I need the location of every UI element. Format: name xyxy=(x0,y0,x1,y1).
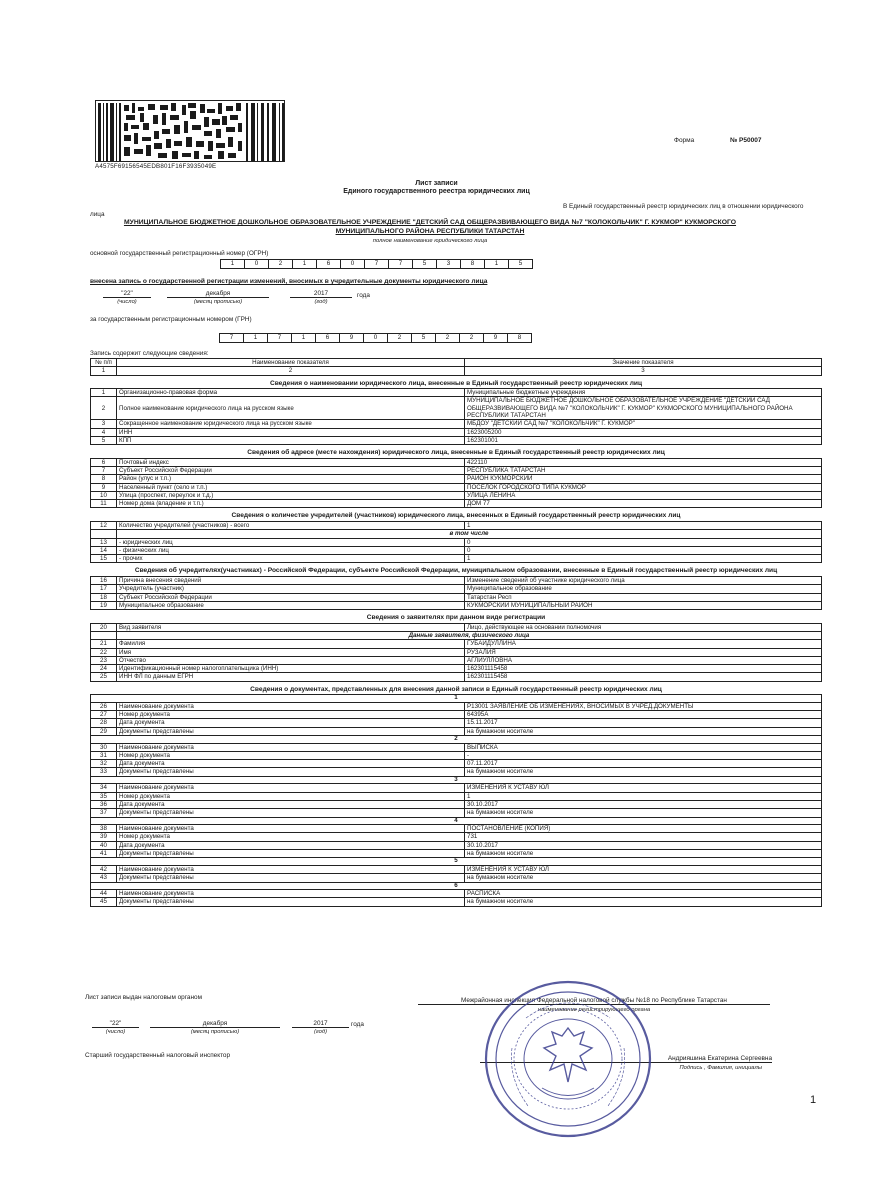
issue-day-caption: (число) xyxy=(105,1029,126,1035)
row-number: 25 xyxy=(91,673,117,681)
table-row xyxy=(91,521,822,529)
row-value: - xyxy=(465,751,822,759)
row-value: 07.11.2017 xyxy=(465,760,822,768)
authority-name: Межрайонная инспекция Федеральной налоговой службы №18 по Республике Татарстан xyxy=(418,997,770,1005)
index-cell: 1 xyxy=(91,367,117,375)
section-heading: Сведения об учредителях(участниках) - Российской Федерации, субъекте Российской Федерации, муниципальном образовании, внесенные в Единый государственный реестр юридических лиц xyxy=(134,567,778,575)
row-indicator: Документы представлены xyxy=(117,898,465,906)
table-row xyxy=(91,576,822,584)
row-value: АГЛИУЛЛОВНА xyxy=(465,656,822,664)
signature-caption: Подпись , Фамилия, инициалы xyxy=(679,1065,762,1071)
table-index-row xyxy=(91,367,822,375)
entity-caption: полное наименование юридического лица xyxy=(372,238,488,244)
row-indicator: Муниципальное образование xyxy=(117,601,465,609)
row-indicator: Учредитель (участник) xyxy=(117,585,465,593)
row-number xyxy=(91,631,117,639)
form-label: Форма xyxy=(674,137,695,144)
row-value: на бумажном носителе xyxy=(465,874,822,882)
row-number: 30 xyxy=(91,743,117,751)
row-number: 35 xyxy=(91,792,117,800)
entity-prefix: лица xyxy=(90,211,105,218)
index-cell: 2 xyxy=(117,367,465,375)
row-value: МБДОУ "ДЕТСКИЙ САД №7 "КОЛОКОЛЬЧИК" Г. КУКМОР" xyxy=(465,420,822,428)
table-row xyxy=(91,656,822,664)
table-row xyxy=(91,673,822,681)
applicant-data-label: Данные заявителя, физического лица xyxy=(117,631,822,639)
table-row xyxy=(91,800,822,808)
section-heading: Сведения о наименовании юридического лица, внесенные в Единый государственный реестр юридических лиц xyxy=(269,379,643,387)
grn-label: за государственным регистрационным номером (ГРН) xyxy=(90,316,252,323)
records-table xyxy=(90,358,822,907)
row-number: 7 xyxy=(91,466,117,474)
row-value: РАСПИСКА xyxy=(465,890,822,898)
document-group-number: 2 xyxy=(91,735,822,743)
barcode-pattern xyxy=(96,101,285,162)
table-row xyxy=(91,874,822,882)
grn-digit: 6 xyxy=(315,333,340,343)
section-heading-row xyxy=(91,681,822,695)
barcode xyxy=(95,100,285,162)
row-value: 64395А xyxy=(465,711,822,719)
row-number: 32 xyxy=(91,760,117,768)
row-number: 5 xyxy=(91,436,117,444)
row-value: 731 xyxy=(465,833,822,841)
table-row xyxy=(91,458,822,466)
year-caption: (год) xyxy=(314,299,328,305)
ogrn-digit: 1 xyxy=(220,259,245,269)
subheading-row xyxy=(91,631,822,639)
row-number: 6 xyxy=(91,458,117,466)
table-row xyxy=(91,389,822,397)
row-number: 19 xyxy=(91,601,117,609)
entry-date-month: декабря xyxy=(167,290,269,298)
row-value: ИЗМЕНЕНИЯ К УСТАВУ ЮЛ xyxy=(465,865,822,873)
row-indicator: Дата документа xyxy=(117,719,465,727)
table-row xyxy=(91,466,822,474)
row-indicator: КПП xyxy=(117,436,465,444)
grn-digit: 5 xyxy=(411,333,436,343)
inspector-title: Старший государственный налоговый инспектор xyxy=(85,1052,231,1059)
issue-year-caption: (год) xyxy=(313,1029,328,1035)
row-number: 13 xyxy=(91,538,117,546)
grn-digit: 9 xyxy=(483,333,508,343)
row-value: УЛИЦА ЛЕНИНА xyxy=(465,491,822,499)
inspector-name: Андрияшина Екатерина Сергеевна xyxy=(480,1055,772,1063)
table-row xyxy=(91,623,822,631)
table-row xyxy=(91,865,822,873)
ogrn-digit: 5 xyxy=(508,259,533,269)
row-number: 41 xyxy=(91,850,117,858)
row-value: КУКМОРСКИЙ МУНИЦИПАЛЬНЫЙ РАЙОН xyxy=(465,601,822,609)
row-number: 23 xyxy=(91,656,117,664)
row-value: ГУБАЙДУЛЛИНА xyxy=(465,640,822,648)
issued-label: Лист записи выдан налоговым органом xyxy=(85,994,202,1001)
row-indicator: Документы представлены xyxy=(117,768,465,776)
row-indicator: Номер документа xyxy=(117,751,465,759)
row-number: 39 xyxy=(91,833,117,841)
row-value: 162301115458 xyxy=(465,673,822,681)
row-value: на бумажном носителе xyxy=(465,809,822,817)
row-number: 10 xyxy=(91,491,117,499)
row-indicator: Наименование документа xyxy=(117,865,465,873)
row-number: 9 xyxy=(91,483,117,491)
document-group-row xyxy=(91,735,822,743)
row-value: 1 xyxy=(465,792,822,800)
row-indicator: Наименование документа xyxy=(117,702,465,710)
row-value: Муниципальное образование xyxy=(465,585,822,593)
row-number: 22 xyxy=(91,648,117,656)
table-row xyxy=(91,751,822,759)
document-group-row xyxy=(91,858,822,866)
row-indicator: Вид заявителя xyxy=(117,623,465,631)
table-row xyxy=(91,593,822,601)
table-row xyxy=(91,760,822,768)
row-indicator: Улица (проспект, переулок и т.д.) xyxy=(117,491,465,499)
document-group-row xyxy=(91,817,822,825)
row-indicator: Субъект Российской Федерации xyxy=(117,466,465,474)
document-group-number: 4 xyxy=(91,817,822,825)
row-indicator: Дата документа xyxy=(117,800,465,808)
row-number: 45 xyxy=(91,898,117,906)
ogrn-digit: 1 xyxy=(292,259,317,269)
row-indicator: Дата документа xyxy=(117,760,465,768)
row-number: 44 xyxy=(91,890,117,898)
table-row xyxy=(91,792,822,800)
table-row xyxy=(91,475,822,483)
section-heading: Сведения об адресе (месте нахождения) юридического лица, внесенные в Единый государственный реестр юридических лиц xyxy=(247,449,665,457)
intro-text: В Единый государственный реестр юридических лиц в отношении юридического xyxy=(563,203,804,210)
document-group-row xyxy=(91,882,822,890)
row-indicator: Дата документа xyxy=(117,841,465,849)
row-value: РУЗАЛИЯ xyxy=(465,648,822,656)
entity-name-line2: МУНИЦИПАЛЬНОГО РАЙОНА РЕСПУБЛИКИ ТАТАРСТАН xyxy=(335,228,525,235)
col-value-header: Значение показателя xyxy=(465,359,822,367)
table-row xyxy=(91,665,822,673)
contains-label: Запись содержит следующие сведения: xyxy=(90,350,209,357)
row-number: 8 xyxy=(91,475,117,483)
row-value: на бумажном носителе xyxy=(465,898,822,906)
row-value: 0 xyxy=(465,538,822,546)
row-number: 28 xyxy=(91,719,117,727)
seal-graphic xyxy=(482,978,654,1140)
row-indicator: Документы представлены xyxy=(117,727,465,735)
row-value: 30.10.2017 xyxy=(465,800,822,808)
row-indicator: Наименование документа xyxy=(117,784,465,792)
month-caption: (месяц прописью) xyxy=(193,299,243,305)
ogrn-cells xyxy=(221,259,533,269)
row-number: 11 xyxy=(91,500,117,508)
row-value: ПОСТАНОВЛЕНИЕ (КОПИЯ) xyxy=(465,825,822,833)
entity-name-line1: МУНИЦИПАЛЬНОЕ БЮДЖЕТНОЕ ДОШКОЛЬНОЕ ОБРАЗОВАТЕЛЬНОЕ УЧРЕЖДЕНИЕ "ДЕТСКИЙ САД ОБЩЕРАЗВИВАЮЩЕГО ВИДА №7 "КОЛОКОЛЬЧИК" Г. КУКМОР" КУКМОРСКОГО xyxy=(123,219,737,226)
issue-month-caption: (месяц прописью) xyxy=(190,1029,240,1035)
row-indicator: Номер документа xyxy=(117,792,465,800)
row-value: 1623005200 xyxy=(465,428,822,436)
row-number: 26 xyxy=(91,702,117,710)
row-value: Лицо, действующее на основании полномочия xyxy=(465,623,822,631)
grn-digit: 9 xyxy=(339,333,364,343)
row-indicator: - юридических лиц xyxy=(117,538,465,546)
row-value: РАЙОН КУКМОРСКИЙ xyxy=(465,475,822,483)
row-number: 12 xyxy=(91,521,117,529)
row-number: 16 xyxy=(91,576,117,584)
row-indicator: - физических лиц xyxy=(117,546,465,554)
form-number: № Р50007 xyxy=(730,137,762,144)
entry-date-year: 2017 xyxy=(290,290,352,298)
row-value: ИЗМЕНЕНИЯ К УСТАВУ ЮЛ xyxy=(465,784,822,792)
table-row xyxy=(91,546,822,554)
row-value: на бумажном носителе xyxy=(465,850,822,858)
table-row xyxy=(91,601,822,609)
row-number: 1 xyxy=(91,389,117,397)
grn-digit: 2 xyxy=(459,333,484,343)
table-row xyxy=(91,500,822,508)
row-indicator: Имя xyxy=(117,648,465,656)
row-number: 2 xyxy=(91,397,117,420)
section-heading-row xyxy=(91,445,822,459)
entry-date-day: "22" xyxy=(103,290,151,298)
document-group-row xyxy=(91,776,822,784)
row-number: 20 xyxy=(91,623,117,631)
row-indicator: Номер документа xyxy=(117,833,465,841)
row-number: 42 xyxy=(91,865,117,873)
table-row xyxy=(91,397,822,420)
row-indicator: Номер дома (владение и т.п.) xyxy=(117,500,465,508)
ogrn-label: основной государственный регистрационный номер (ОГРН) xyxy=(90,250,269,257)
row-number: 3 xyxy=(91,420,117,428)
document-group-number: 6 xyxy=(91,882,822,890)
table-row xyxy=(91,719,822,727)
row-indicator: Организационно-правовая форма xyxy=(117,389,465,397)
grn-digit: 1 xyxy=(243,333,268,343)
row-number: 31 xyxy=(91,751,117,759)
row-indicator: ИНН xyxy=(117,428,465,436)
in-that-number-label: в том числе xyxy=(117,530,822,538)
row-value: на бумажном носителе xyxy=(465,768,822,776)
grn-digit: 0 xyxy=(363,333,388,343)
row-value: РЕСПУБЛИКА ТАТАРСТАН xyxy=(465,466,822,474)
grn-digit: 1 xyxy=(291,333,316,343)
row-indicator: Фамилия xyxy=(117,640,465,648)
row-indicator: Населенный пункт (село и т.п.) xyxy=(117,483,465,491)
table-row xyxy=(91,555,822,563)
row-indicator: Документы представлены xyxy=(117,850,465,858)
issue-date-month: декабря xyxy=(150,1020,280,1028)
page-number: 1 xyxy=(810,1094,817,1106)
row-indicator: Наименование документа xyxy=(117,743,465,751)
row-value: Р13001 ЗАЯВЛЕНИЕ ОБ ИЗМЕНЕНИЯХ, ВНОСИМЫХ В УЧРЕД.ДОКУМЕНТЫ xyxy=(465,702,822,710)
document-group-number: 1 xyxy=(91,695,822,703)
grn-digit: 7 xyxy=(267,333,292,343)
row-number: 33 xyxy=(91,768,117,776)
row-indicator: Количество учредителей (участников) - всего xyxy=(117,521,465,529)
row-value: ДОМ 77 xyxy=(465,500,822,508)
grn-digit: 8 xyxy=(507,333,532,343)
row-indicator: Полное наименование юридического лица на русском языке xyxy=(117,397,465,420)
row-value: Изменение сведений об участнике юридического лица xyxy=(465,576,822,584)
grn-cells xyxy=(220,333,532,343)
section-heading-row xyxy=(91,610,822,624)
row-indicator: Почтовый индекс xyxy=(117,458,465,466)
table-row xyxy=(91,491,822,499)
row-number: 18 xyxy=(91,593,117,601)
subheading-row xyxy=(91,530,822,538)
day-caption: (число) xyxy=(117,299,137,305)
table-row xyxy=(91,420,822,428)
ogrn-digit: 2 xyxy=(268,259,293,269)
table-row xyxy=(91,538,822,546)
section-heading: Сведения о документах, представленных для внесения данной записи в Единый государственный реестр юридических лиц xyxy=(250,685,662,693)
row-indicator: Наименование документа xyxy=(117,825,465,833)
row-number: 24 xyxy=(91,665,117,673)
official-seal xyxy=(482,978,654,1140)
table-row xyxy=(91,825,822,833)
col-num-header: № п/п xyxy=(91,359,117,367)
row-indicator: - прочих xyxy=(117,555,465,563)
row-number: 21 xyxy=(91,640,117,648)
grn-digit: 7 xyxy=(219,333,244,343)
ogrn-digit: 7 xyxy=(364,259,389,269)
row-indicator: Номер документа xyxy=(117,711,465,719)
table-row xyxy=(91,743,822,751)
section-heading: Сведения о количестве учредителей (участников) юридического лица, внесенных в Единый государственный реестр юридических лиц xyxy=(231,512,681,520)
row-number: 14 xyxy=(91,546,117,554)
row-number xyxy=(91,530,117,538)
table-header-row xyxy=(91,359,822,367)
grn-digit: 2 xyxy=(387,333,412,343)
ogrn-digit: 5 xyxy=(412,259,437,269)
row-number: 36 xyxy=(91,800,117,808)
issue-year-word: года xyxy=(351,1021,364,1028)
barcode-code: A4575F69156545EDB801F16F3935049E xyxy=(95,163,217,170)
row-indicator: Идентификационный номер налогоплательщика (ИНН) xyxy=(117,665,465,673)
row-indicator: Сокращенное наименование юридического лица на русском языке xyxy=(117,420,465,428)
ogrn-digit: 3 xyxy=(436,259,461,269)
row-number: 43 xyxy=(91,874,117,882)
table-row xyxy=(91,585,822,593)
ogrn-digit: 1 xyxy=(484,259,509,269)
row-indicator: Субъект Российской Федерации xyxy=(117,593,465,601)
row-indicator: Причина внесения сведений xyxy=(117,576,465,584)
row-number: 15 xyxy=(91,555,117,563)
col-name-header: Наименование показателя xyxy=(117,359,465,367)
document-group-row xyxy=(91,695,822,703)
document-subtitle: Единого государственного реестра юридических лиц xyxy=(343,188,530,195)
row-indicator: ИНН ФЛ по данным ЕГРН xyxy=(117,673,465,681)
row-value: 1 xyxy=(465,521,822,529)
row-value: 1 xyxy=(465,555,822,563)
row-indicator: Район (улус и т.п.) xyxy=(117,475,465,483)
ogrn-digit: 0 xyxy=(244,259,269,269)
row-number: 17 xyxy=(91,585,117,593)
table-row xyxy=(91,809,822,817)
row-value: 422110 xyxy=(465,458,822,466)
entry-text: внесена запись о государственной регистрации изменений, вносимых в учредительные документы юридического лица xyxy=(90,278,488,285)
row-value: ВЫПИСКА xyxy=(465,743,822,751)
index-cell: 3 xyxy=(465,367,822,375)
row-indicator: Документы представлены xyxy=(117,874,465,882)
grn-digit: 2 xyxy=(435,333,460,343)
document-title: Лист записи xyxy=(415,180,458,187)
ogrn-digit: 8 xyxy=(460,259,485,269)
ogrn-digit: 0 xyxy=(340,259,365,269)
table-row xyxy=(91,890,822,898)
section-heading: Сведения о заявителях при данном виде регистрации xyxy=(366,614,546,622)
authority-caption: наименование регистрирующего органа xyxy=(537,1007,651,1013)
row-indicator: Отчество xyxy=(117,656,465,664)
table-row xyxy=(91,640,822,648)
entry-year-word: года xyxy=(357,292,370,299)
section-heading-row xyxy=(91,375,822,389)
table-row xyxy=(91,428,822,436)
table-row xyxy=(91,784,822,792)
row-value: 30.10.2017 xyxy=(465,841,822,849)
row-number: 34 xyxy=(91,784,117,792)
document-group-number: 5 xyxy=(91,858,822,866)
row-value: Татарстан Респ xyxy=(465,593,822,601)
table-row xyxy=(91,483,822,491)
row-value: МУНИЦИПАЛЬНОЕ БЮДЖЕТНОЕ ДОШКОЛЬНОЕ ОБРАЗОВАТЕЛЬНОЕ УЧРЕЖДЕНИЕ "ДЕТСКИЙ САД ОБЩЕРАЗВИВАЮЩЕГО ВИДА №7 "КОЛОКОЛЬЧИК" Г. КУКМОР" КУКМОРСКОГО МУНИЦИПАЛЬНОГО РАЙОНА РЕСПУБЛИКИ ТАТАРСТАН xyxy=(465,397,822,420)
table-row xyxy=(91,898,822,906)
row-indicator: Наименование документа xyxy=(117,890,465,898)
table-row xyxy=(91,841,822,849)
row-value: 162301115458 xyxy=(465,665,822,673)
row-value: Муниципальные бюджетные учреждения xyxy=(465,389,822,397)
section-heading-row xyxy=(91,563,822,577)
row-indicator: Документы представлены xyxy=(117,809,465,817)
row-value: на бумажном носителе xyxy=(465,727,822,735)
table-row xyxy=(91,436,822,444)
document-group-number: 3 xyxy=(91,776,822,784)
issue-date-day: "22" xyxy=(92,1020,139,1028)
row-value: 162301001 xyxy=(465,436,822,444)
table-row xyxy=(91,711,822,719)
table-row xyxy=(91,833,822,841)
row-number: 27 xyxy=(91,711,117,719)
row-value: ПОСЕЛОК ГОРОДСКОГО ТИПА КУКМОР xyxy=(465,483,822,491)
row-number: 4 xyxy=(91,428,117,436)
ogrn-digit: 6 xyxy=(316,259,341,269)
row-number: 37 xyxy=(91,809,117,817)
row-value: 15.11.2017 xyxy=(465,719,822,727)
table-row xyxy=(91,702,822,710)
issue-date-year: 2017 xyxy=(292,1020,349,1028)
section-heading-row xyxy=(91,508,822,522)
row-number: 29 xyxy=(91,727,117,735)
ogrn-digit: 7 xyxy=(388,259,413,269)
row-number: 40 xyxy=(91,841,117,849)
row-number: 38 xyxy=(91,825,117,833)
row-value: 0 xyxy=(465,546,822,554)
table-row xyxy=(91,648,822,656)
